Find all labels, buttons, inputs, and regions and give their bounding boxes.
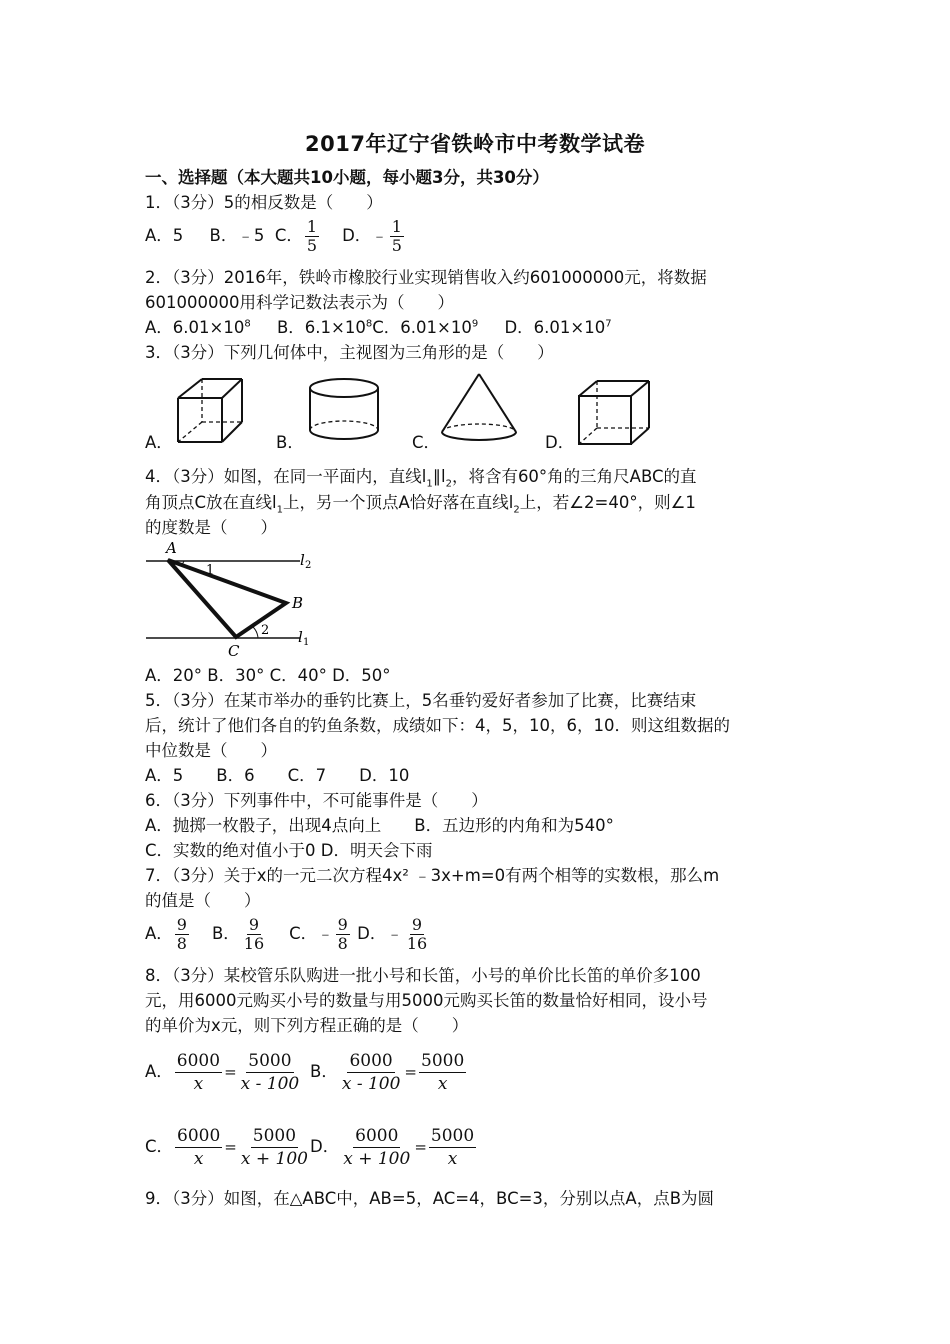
section-heading: 一、选择题（本大题共10小题，每小题3分，共30分）	[145, 168, 549, 187]
fraction: $\frac{5000}{x + 100}$	[240, 1126, 308, 1169]
fraction: $\frac{6000}{x + 100}$	[343, 1126, 411, 1169]
question-1-stem: 1．（3分）5的相反数是（ ）	[145, 193, 383, 212]
exponent: 8	[244, 318, 251, 330]
option-d-label: D．﹣	[342, 226, 388, 245]
exponent: 7	[605, 318, 612, 330]
label-l1-sub: 1	[303, 637, 310, 648]
label-angle-1: 1	[206, 563, 215, 578]
fraction: $\frac{9}{8}$	[176, 915, 187, 953]
option-b: B．6.1×10	[276, 318, 366, 337]
fraction: $\frac{9}{16}$	[243, 915, 265, 953]
option-d: D．6.01×10	[504, 318, 606, 337]
question-2-line-2: 601000000用科学记数法表示为（ ）	[145, 293, 454, 312]
question-2-line-1: 2．（3分）2016年，铁岭市橡胶行业实现销售收入约601000000元，将数据	[145, 268, 707, 287]
label-c: C	[228, 642, 240, 660]
question-7-line-2: 的值是（ ）	[145, 891, 261, 910]
cylinder-figure	[304, 376, 384, 446]
question-1-options	[145, 218, 406, 255]
question-4-line-2: 角顶点C放在直线$l_1$上，另一个顶点A恰好落在直线$l_2$上，若∠2=40°，则∠1	[145, 493, 696, 516]
question-6-options-cd: C．实数的绝对值小于0 D．明天会下雨	[145, 841, 433, 860]
fraction: $\frac{1}{5}$	[391, 217, 402, 255]
label-l2-sub: 2	[305, 560, 312, 571]
fraction: $\frac{6000}{x - 100}$	[341, 1051, 401, 1094]
option-b: B．﹣5	[209, 226, 265, 245]
question-8-option-b: B． $\frac{6000}{x - 100}$ = $\frac{5000}{x}$	[310, 1051, 465, 1094]
option-a: A．5	[145, 226, 184, 245]
option-b-label: B．	[211, 924, 240, 943]
label-l1: l	[298, 628, 303, 646]
label-b: B	[292, 594, 304, 612]
exponent: 9	[471, 318, 479, 330]
label-angle-2: 2	[261, 623, 270, 638]
question-7-options	[145, 916, 431, 953]
question-8-line-1: 8．（3分）某校管乐队购进一批小号和长笛，小号的单价比长笛的单价多100	[145, 966, 701, 985]
option-b-label: B．	[276, 433, 304, 452]
cone-figure	[436, 370, 522, 446]
fraction: $\frac{5000}{x}$	[430, 1126, 475, 1169]
question-6-stem: 6．（3分）下列事件中，不可能事件是（ ）	[145, 791, 488, 810]
question-5-options: A．5 B．6 C．7 D．10	[145, 766, 410, 785]
question-8-line-3: 的单价为x元，则下列方程正确的是（ ）	[145, 1016, 469, 1035]
exponent: 8	[365, 318, 373, 330]
option-d-label: D．﹣	[357, 924, 403, 943]
question-2-options	[145, 317, 612, 339]
question-8-option-c: C． $\frac{6000}{x}$ = $\frac{5000}{x + 100}$	[145, 1126, 308, 1169]
question-8-line-2: 元，用6000元购买小号的数量与用5000元购买长笛的数量恰好相同，设小号	[145, 991, 708, 1010]
question-4-line-3: 的度数是（ ）	[145, 518, 277, 537]
option-c-label: C．	[274, 226, 303, 245]
question-7-line-1: 7．（3分）关于x的一元二次方程4x² ﹣3x+m=0有两个相等的实数根，那么m	[145, 866, 720, 885]
fraction: $\frac{6000}{x}$	[176, 1051, 221, 1094]
option-a: A．6.01×10	[145, 318, 245, 337]
option-d-label: D．	[545, 433, 575, 452]
question-5-line-2: 后，统计了他们各自的钓鱼条数，成绩如下：4，5，10，6，10．则这组数据的	[145, 716, 730, 735]
label-a: A	[166, 539, 177, 557]
fraction: $\frac{9}{16}$	[406, 915, 428, 953]
fraction: $\frac{9}{8}$	[337, 915, 348, 953]
triangle-parallel-lines-figure	[140, 538, 330, 662]
question-9-line-1: 9．（3分）如图，在△ABC中，AB=5，AC=4，BC=3，分别以点A，点B为圆	[145, 1189, 715, 1208]
label-l2: l	[300, 551, 305, 569]
question-6-options-ab: A．抛掷一枚骰子，出现4点向上 B．五边形的内角和为540°	[145, 816, 614, 835]
option-c-label: C．	[412, 433, 441, 452]
triangular-prism-figure	[172, 376, 248, 446]
fraction: $\frac{5000}{x - 100}$	[240, 1051, 300, 1094]
question-4-options: A．20° B．30° C．40° D．50°	[145, 666, 391, 685]
option-a-label: A．	[145, 433, 173, 452]
question-3-stem: 3．（3分）下列几何体中，主视图为三角形的是（ ）	[145, 343, 554, 362]
option-c: C．6.01×10	[372, 318, 472, 337]
question-4-line-1: 4．（3分）如图，在同一平面内，直线$l_1\parallel l_2$，将含有60°角的三角尺ABC的直	[145, 467, 697, 490]
question-5-line-3: 中位数是（ ）	[145, 741, 277, 760]
cube-figure	[575, 378, 655, 448]
option-c-label: C．﹣	[289, 924, 334, 943]
question-8-option-a: A． $\frac{6000}{x}$ = $\frac{5000}{x - 100}$	[145, 1051, 300, 1094]
fraction: $\frac{1}{5}$	[306, 217, 318, 255]
page-title: 2017年辽宁省铁岭市中考数学试卷	[305, 132, 645, 156]
question-5-line-1: 5．（3分）在某市举办的垂钓比赛上，5名垂钓爱好者参加了比赛，比赛结束	[145, 691, 697, 710]
fraction: $\frac{6000}{x}$	[177, 1126, 221, 1169]
question-8-option-d: D． $\frac{6000}{x + 100}$ = $\frac{5000}{x}$	[310, 1126, 475, 1169]
option-a-label: A．	[145, 924, 173, 943]
fraction: $\frac{5000}{x}$	[421, 1051, 465, 1094]
